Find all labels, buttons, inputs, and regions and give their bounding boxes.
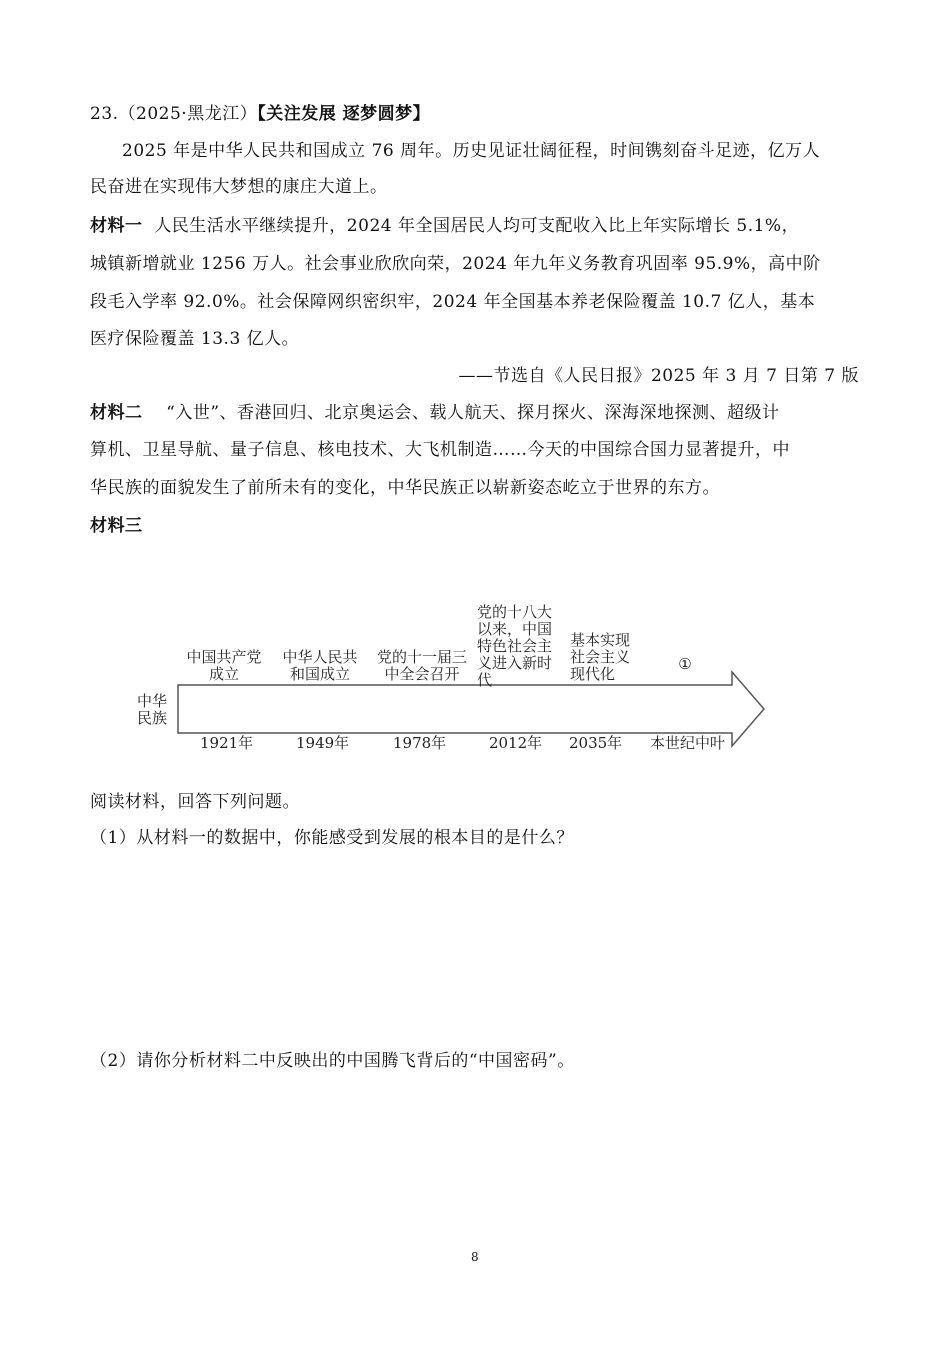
timeline-start-line-2: 民族: [136, 709, 167, 727]
material1-line-3: 段毛入学率 92.0%。社会保障网织密织牢，2024 年全国基本养老保险覆盖 10.7 亿人，基本: [90, 292, 816, 312]
material1-citation: ——节选自《人民日报》2025 年 3 月 7 日第 7 版: [458, 366, 859, 386]
timeline-event-2012: [477, 604, 565, 689]
question-number: 23.: [90, 104, 119, 124]
material2-line-3: 华民族的面貌发生了前所未有的变化，中华民族正以崭新姿态屹立于世界的东方。: [90, 478, 720, 498]
material1-line-2: 城镇新增就业 1256 万人。社会事业欣欣向荣，2024 年九年义务教育巩固率 95.9%，高中阶: [90, 254, 821, 274]
timeline-event-mid-century: [670, 656, 700, 673]
timeline-event-1949: [276, 649, 364, 683]
material1-text-1: 人民生活水平继续提升，2024 年全国居民人均可支配收入比上年实际增长 5.1%，: [154, 216, 800, 236]
blank-marker-1: ①: [678, 655, 692, 673]
event-line: 以来，中国: [477, 620, 553, 638]
timeline-year-mid-century: 本世纪中叶: [650, 734, 726, 752]
timeline-event-1978: [370, 649, 474, 683]
material2-line-2: 算机、卫星导航、量子信息、核电技术、大飞机制造……今天的中国综合国力显著提升，中: [90, 440, 790, 460]
event-line: 代: [477, 671, 493, 689]
question-source: （2025·黑龙江）: [118, 104, 258, 124]
event-line: 中国共产党: [186, 648, 262, 666]
event-line: 中全会召开: [384, 665, 460, 683]
timeline-event-1921: [178, 649, 270, 683]
material2-label: 材料二: [90, 403, 143, 423]
event-line: 党的十八大: [477, 603, 553, 621]
timeline-year-1949: 1949年: [296, 734, 350, 752]
intro-line-2: 民奋进在实现伟大梦想的康庄大道上。: [90, 177, 388, 197]
material1-line-1: [90, 211, 799, 236]
material3-label: 材料三: [90, 516, 143, 536]
event-line: 和国成立: [289, 665, 350, 683]
event-line: 现代化: [570, 665, 616, 683]
material2-line-1: [90, 398, 780, 423]
event-line: 特色社会主: [477, 637, 553, 655]
timeline-year-1921: 1921年: [200, 734, 254, 752]
question-1: （1）从材料一的数据中，你能感受到发展的根本目的是什么？: [90, 828, 574, 848]
event-line: 社会主义: [570, 648, 631, 666]
timeline-year-2035: 2035年: [569, 734, 623, 752]
timeline-event-2035: [570, 632, 640, 683]
material2-text-1: “入世”、香港回归、北京奥运会、载人航天、探月探火、深海深地探测、超级计: [166, 403, 780, 423]
question-header: [90, 99, 430, 124]
event-line: 党的十一届三: [376, 648, 467, 666]
timeline-start-line-1: 中华: [136, 692, 167, 710]
material1-label: 材料一: [90, 216, 143, 236]
reading-prompt: 阅读材料，回答下列问题。: [90, 792, 300, 812]
event-line: 中华人民共: [282, 648, 358, 666]
question-title: 【关注发展 逐梦圆梦】: [257, 104, 431, 124]
timeline-year-2012: 2012年: [489, 734, 543, 752]
timeline-year-1978: 1978年: [393, 734, 447, 752]
event-line: 基本实现: [570, 631, 631, 649]
question-2: （2）请你分析材料二中反映出的中国腾飞背后的“中国密码”。: [90, 1051, 575, 1071]
intro-line-1: 2025 年是中华人民共和国成立 76 周年。历史见证壮阔征程，时间镌刻奋斗足迹，亿万人: [122, 141, 821, 161]
page-number: 8: [471, 1250, 479, 1264]
event-line: 成立: [208, 665, 239, 683]
material1-line-4: 医疗保险覆盖 13.3 亿人。: [90, 329, 300, 349]
event-line: 义进入新时: [477, 654, 553, 672]
timeline-start-label: [132, 693, 172, 727]
